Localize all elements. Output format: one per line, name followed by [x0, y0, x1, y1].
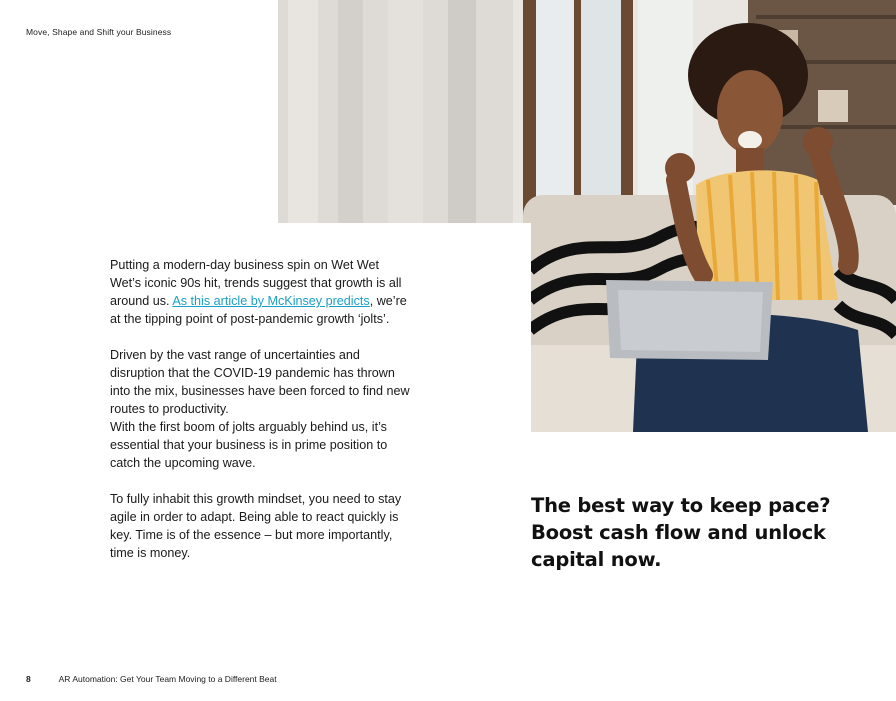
- document-header-title: Move, Shape and Shift your Business: [26, 27, 172, 37]
- mckinsey-article-link[interactable]: As this article by McKinsey predicts: [172, 294, 370, 308]
- document-footer: [26, 674, 277, 684]
- page-number: 8: [26, 674, 31, 684]
- pull-quote-callout: The best way to keep pace? Boost cash flow and unlock capital now.: [531, 494, 831, 571]
- paragraph-covid: Driven by the vast range of uncertainties and disruption that the COVID-19 pandemic has thrown into the mix, businesses have been forced to find new routes to productivity. With the first boom of jolts arguably behind us, it’s essential that your business is in prime position to catch the upcoming wave.: [110, 348, 410, 470]
- paragraph-growth-mindset: To fully inhabit this growth mindset, you need to stay agile in order to adapt. Being able to react quickly is key. Time is of the essence – but more importantly, time is money.: [110, 492, 402, 560]
- footer-title: AR Automation: Get Your Team Moving to a Different Beat: [58, 674, 277, 684]
- article-body: [110, 256, 410, 580]
- paragraph-intro: Putting a modern-day business spin on Wet Wet Wet’s iconic 90s hit, trends suggest that growth is all around us. As this article by McKinsey predicts, we’re at the tipping point of post-pandemic growth ‘jolts’.: [110, 258, 407, 326]
